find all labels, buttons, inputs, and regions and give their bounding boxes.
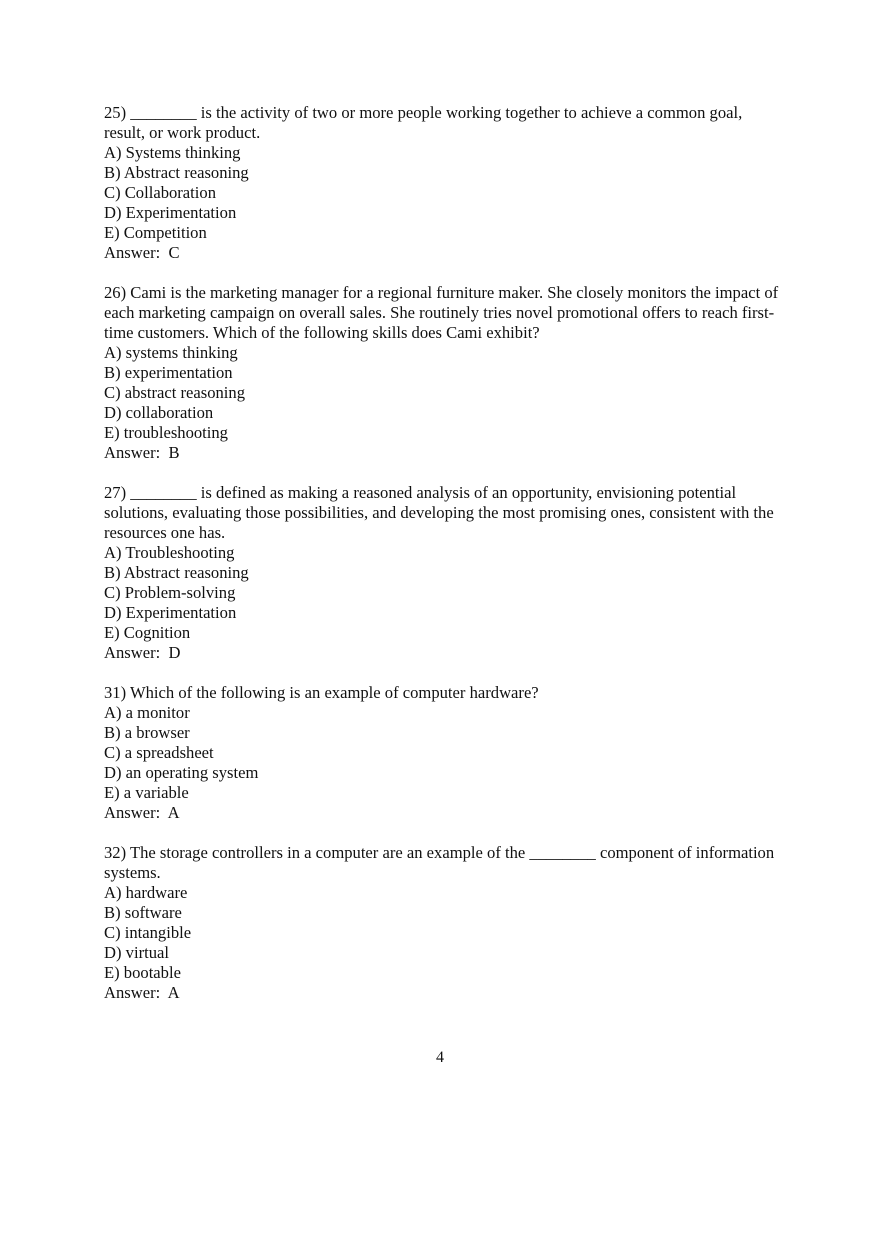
option-list — [104, 143, 784, 243]
option-e: E) Competition — [104, 223, 207, 242]
option-b: B) Abstract reasoning — [104, 563, 249, 582]
option-e: E) a variable — [104, 783, 189, 802]
answer-line: Answer: D — [104, 643, 181, 662]
option-b: B) experimentation — [104, 363, 233, 382]
option-list — [104, 343, 784, 443]
question-stem: 26) Cami is the marketing manager for a regional furniture maker. She closely monitors the impact of each marketing campaign on overall sales. She routinely tries novel promotional offers to reach first-time customers. Which of the following skills does Cami exhibit? — [104, 283, 779, 342]
option-c: C) Problem-solving — [104, 583, 236, 602]
question-page — [104, 103, 784, 1023]
option-b: B) Abstract reasoning — [104, 163, 249, 182]
option-d: D) virtual — [104, 943, 169, 962]
option-c: C) Collaboration — [104, 183, 216, 202]
option-e: E) bootable — [104, 963, 181, 982]
question-27 — [104, 483, 784, 663]
option-e: E) Cognition — [104, 623, 191, 642]
option-list — [104, 703, 784, 803]
option-c: C) abstract reasoning — [104, 383, 245, 402]
option-a: A) hardware — [104, 883, 188, 902]
option-d: D) collaboration — [104, 403, 214, 422]
question-stem: 31) Which of the following is an example of computer hardware? — [104, 683, 539, 702]
option-a: A) Troubleshooting — [104, 543, 235, 562]
question-26 — [104, 283, 784, 463]
answer-line: Answer: A — [104, 803, 180, 822]
option-d: D) an operating system — [104, 763, 259, 782]
option-d: D) Experimentation — [104, 203, 237, 222]
question-31 — [104, 683, 784, 823]
answer-line: Answer: A — [104, 983, 180, 1002]
question-stem: 27) ________ is defined as making a reasoned analysis of an opportunity, envisioning potential solutions, evaluating those possibilities, and developing the most promising ones, consistent with the resources one has. — [104, 483, 774, 542]
question-32 — [104, 843, 784, 1003]
option-b: B) a browser — [104, 723, 190, 742]
question-stem: 32) The storage controllers in a computer are an example of the ________ component of information systems. — [104, 843, 775, 882]
answer-line: Answer: C — [104, 243, 180, 262]
option-a: A) a monitor — [104, 703, 190, 722]
option-b: B) software — [104, 903, 182, 922]
page-number: 4 — [436, 1049, 444, 1066]
option-a: A) Systems thinking — [104, 143, 241, 162]
option-list — [104, 883, 784, 983]
option-c: C) a spreadsheet — [104, 743, 214, 762]
answer-line: Answer: B — [104, 443, 180, 462]
option-c: C) intangible — [104, 923, 192, 942]
option-list — [104, 543, 784, 643]
option-e: E) troubleshooting — [104, 423, 228, 442]
option-d: D) Experimentation — [104, 603, 237, 622]
option-a: A) systems thinking — [104, 343, 238, 362]
question-stem: 25) ________ is the activity of two or more people working together to achieve a common goal, result, or work product. — [104, 103, 743, 142]
question-25 — [104, 103, 784, 263]
